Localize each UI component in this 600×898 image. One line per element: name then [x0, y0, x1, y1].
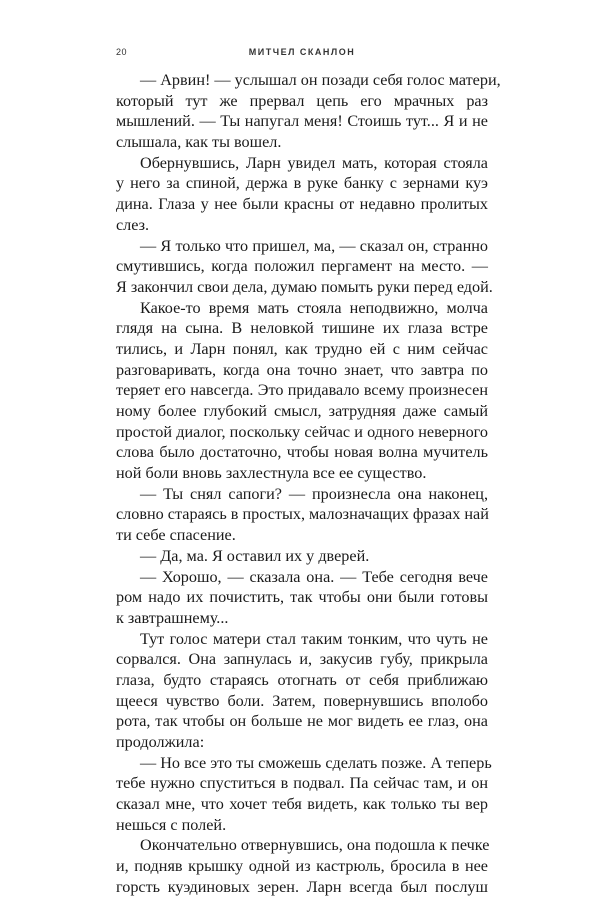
text-line: тебе нужно спуститься в подвал. Па сейчас там, и он: [116, 774, 488, 793]
text-line: глаза, будто стараясь отогнать от себя приближаю: [116, 670, 488, 689]
text-line: теряет его навсегда. Это придавало всему произнесен: [116, 381, 488, 400]
text-line: Какое-то время мать стояла неподвижно, молча: [140, 298, 488, 317]
text-line: дина. Глаза у нее были красны от недавно пролитых: [116, 195, 488, 214]
text-line: слышала, как ты вошел.: [116, 133, 282, 152]
text-line: разговаривать, когда она точно знает, что завтра по: [116, 360, 488, 379]
text-line: сорвался. Она запнулась и, закусив губу, прикрыла: [116, 650, 488, 669]
text-line: — Хорошо, — сказала она. — Тебе сегодня вече: [140, 567, 488, 586]
text-line: глядя на сына. В неловкой тишине их глаза встре: [116, 319, 488, 338]
text-line: тились, и Ларн понял, как трудно ей с ним сейчас: [116, 339, 488, 358]
text-line: и, подняв крышку одной из кастрюль, бросила в нее: [116, 857, 488, 876]
running-head: [116, 47, 488, 61]
text-line: ному более глубокий смысл, затрудняя даже самый: [116, 402, 488, 420]
text-line: горсть куэдиновых зерен. Ларн всегда был послуш: [116, 877, 488, 896]
text-line: сказал мне, что хочет тебя видеть, как только ты вер: [116, 795, 488, 814]
text-line: Тут голос матери стал таким тонким, что чуть не: [140, 629, 488, 648]
text-line: Я закончил свои дела, думаю помыть руки перед едой.: [116, 277, 493, 296]
text-line: нешься с полей.: [116, 815, 227, 834]
text-line: — Но все это ты сможешь сделать позже. А теперь: [140, 753, 492, 772]
text-line: к завтрашнему...: [116, 608, 229, 627]
text-line: у него за спиной, держа в руке банку с зернами куэ: [116, 174, 488, 193]
text-line: продолжила:: [116, 733, 205, 751]
page-number: 20: [116, 47, 128, 57]
text-line: — Да, ма. Я оставил их у дверей.: [140, 546, 370, 565]
text-line: — Арвин! — услышал он позади себя голос матери,: [140, 71, 501, 89]
text-line: щееся чувство боли. Затем, повернувшись вполобо: [116, 691, 488, 710]
text-line: слова было достаточно, чтобы новая волна мучитель: [116, 443, 488, 462]
text-line: — Я только что пришел, ма, — сказал он, странно: [140, 236, 488, 255]
text-line: который тут же прервал цепь его мрачных раз: [116, 91, 488, 110]
text-line: смутившись, когда положил пергамент на место. —: [116, 257, 488, 276]
text-line: ром надо их почистить, так чтобы они были готовы: [116, 588, 488, 607]
text-line: — Ты снял сапоги? — произнесла она наконец,: [140, 484, 488, 503]
text-line: простой диалог, поскольку сейчас и одного неверного: [116, 422, 488, 441]
text-line: словно стараясь в простых, малозначащих фразах най: [116, 505, 489, 524]
text-line: рота, так чтобы он больше не мог видеть ее глаз, она: [116, 712, 488, 731]
running-head-author: МИТЧЕЛ СКАНЛОН: [248, 47, 356, 57]
text-line: Обернувшись, Ларн увидел мать, которая стояла: [140, 153, 488, 172]
text-line: ной боли вновь захлестнула все ее существо.: [116, 464, 427, 483]
body-text: [116, 70, 501, 898]
text-line: мышлений. — Ты напугал меня! Стоишь тут... Я и не: [116, 112, 488, 131]
text-line: слез.: [116, 215, 150, 234]
text-line: Окончательно отвернувшись, она подошла к печке: [140, 836, 490, 855]
text-line: ти себе спасение.: [116, 526, 236, 545]
